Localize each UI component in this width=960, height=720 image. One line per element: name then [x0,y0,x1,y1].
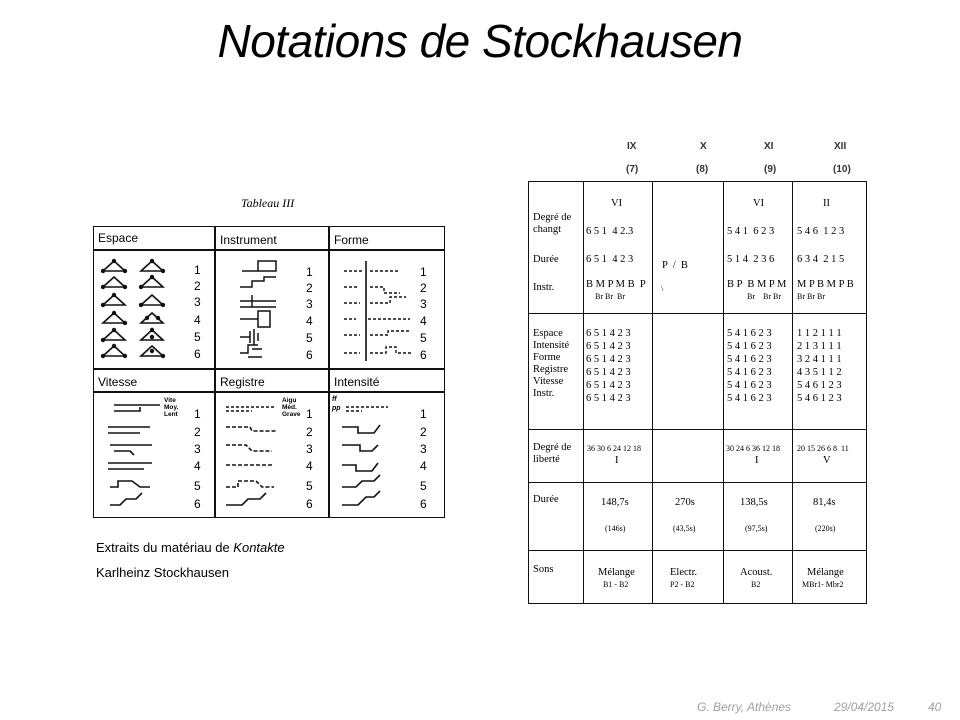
label-duree: Durée [533,254,559,265]
caption-kontakte: Kontakte [233,540,285,555]
caption-author: Karlheinz Stockhausen [96,565,229,580]
label-sons: Sons [533,564,554,575]
footer-date: 29/04/2015 [834,700,895,714]
tableau-caption: Tableau III [241,196,295,210]
label-instr: Instr. [533,282,555,293]
instrument-symbols [218,257,288,362]
intensite-symbols [338,397,418,517]
label-degre-liberte: Degré de liberté [533,442,572,465]
registre-symbols [222,397,302,517]
vitesse-symbols [100,397,190,517]
header-registre: Registre [220,375,265,389]
header-instrument: Instrument [220,233,277,247]
kontakte-material-table: Espace Instrument Forme Vitesse Registre Intensité 1 2 3 4 5 6 1 2 3 4 5 6 1 2 3 4 5 6 Vite Moy. Lent 1 2 3 4 5 6 Aigu Méd. Grave 1 2 3 4 5 6 ff pp 1 2 3 4 5 6 [93,226,445,518]
slide-title: Notations de Stockhausen [217,15,743,67]
sections-table: Degré de changt Durée Instr. Espace Intensité Forme Registre Vitesse Instr. Degré de liberté Durée Sons VI 6 5 1 4 2.3 6 5 1 4 2 3 B M P M B P Br Br Br 6 5 1 4 2 3 6 5 1 4 2 3 6 5 1 4 2 3 6 5 1 4 2 3 6 5 1 4 2 3 6 5 1 4 2 3 36 30 6 24 12 18 I 148,7s (146s) Mélange B1 - B2 P / B \ 270s (43,5s) Electr. P2 - B2 VI 5 4 1 6 2 3 5 1 4 2 3 6 B P B M P M Br Br Br 5 4 1 6 2 3 5 4 1 6 2 3 5 4 1 6 2 3 5 4 1 6 2 3 5 4 1 6 2 3 5 4 1 6 2 3 30 24 6 36 12 18 I 138,5s (97,5s) Acoust. B2 II 5 4 6 1 2 3 6 3 4 2 1 5 M P B M P B Br Br Br 1 1 2 1 1 1 2 1 3 1 1 1 3 2 4 1 1 1 4 3 5 1 1 2 5 4 6 1 2 3 5 4 6 1 2 3 20 15 26 6 8 11 V 81,4s (220s) Mélange MBr1- Mbr2 [528,181,867,604]
footer-author: G. Berry, Athènes [697,700,792,714]
header-forme: Forme [334,233,369,247]
header-vitesse: Vitesse [98,375,138,389]
footer-page-number: 40 [928,700,942,714]
vitesse-key: Vite Moy. Lent [164,397,179,418]
forme-symbols [340,257,430,362]
header-intensite: Intensité [334,375,380,389]
caption-source: Extraits du matériau de Kontakte [96,540,285,555]
header-espace: Espace [98,231,139,245]
label-degre-changt: Degré de changt [533,212,572,235]
label-parameters: Espace Intensité Forme Registre Vitesse Instr. [533,328,570,399]
intensite-key: ff pp [332,396,341,412]
label-duree-2: Durée [533,494,559,505]
registre-key: Aigu Méd. Grave [282,397,301,418]
